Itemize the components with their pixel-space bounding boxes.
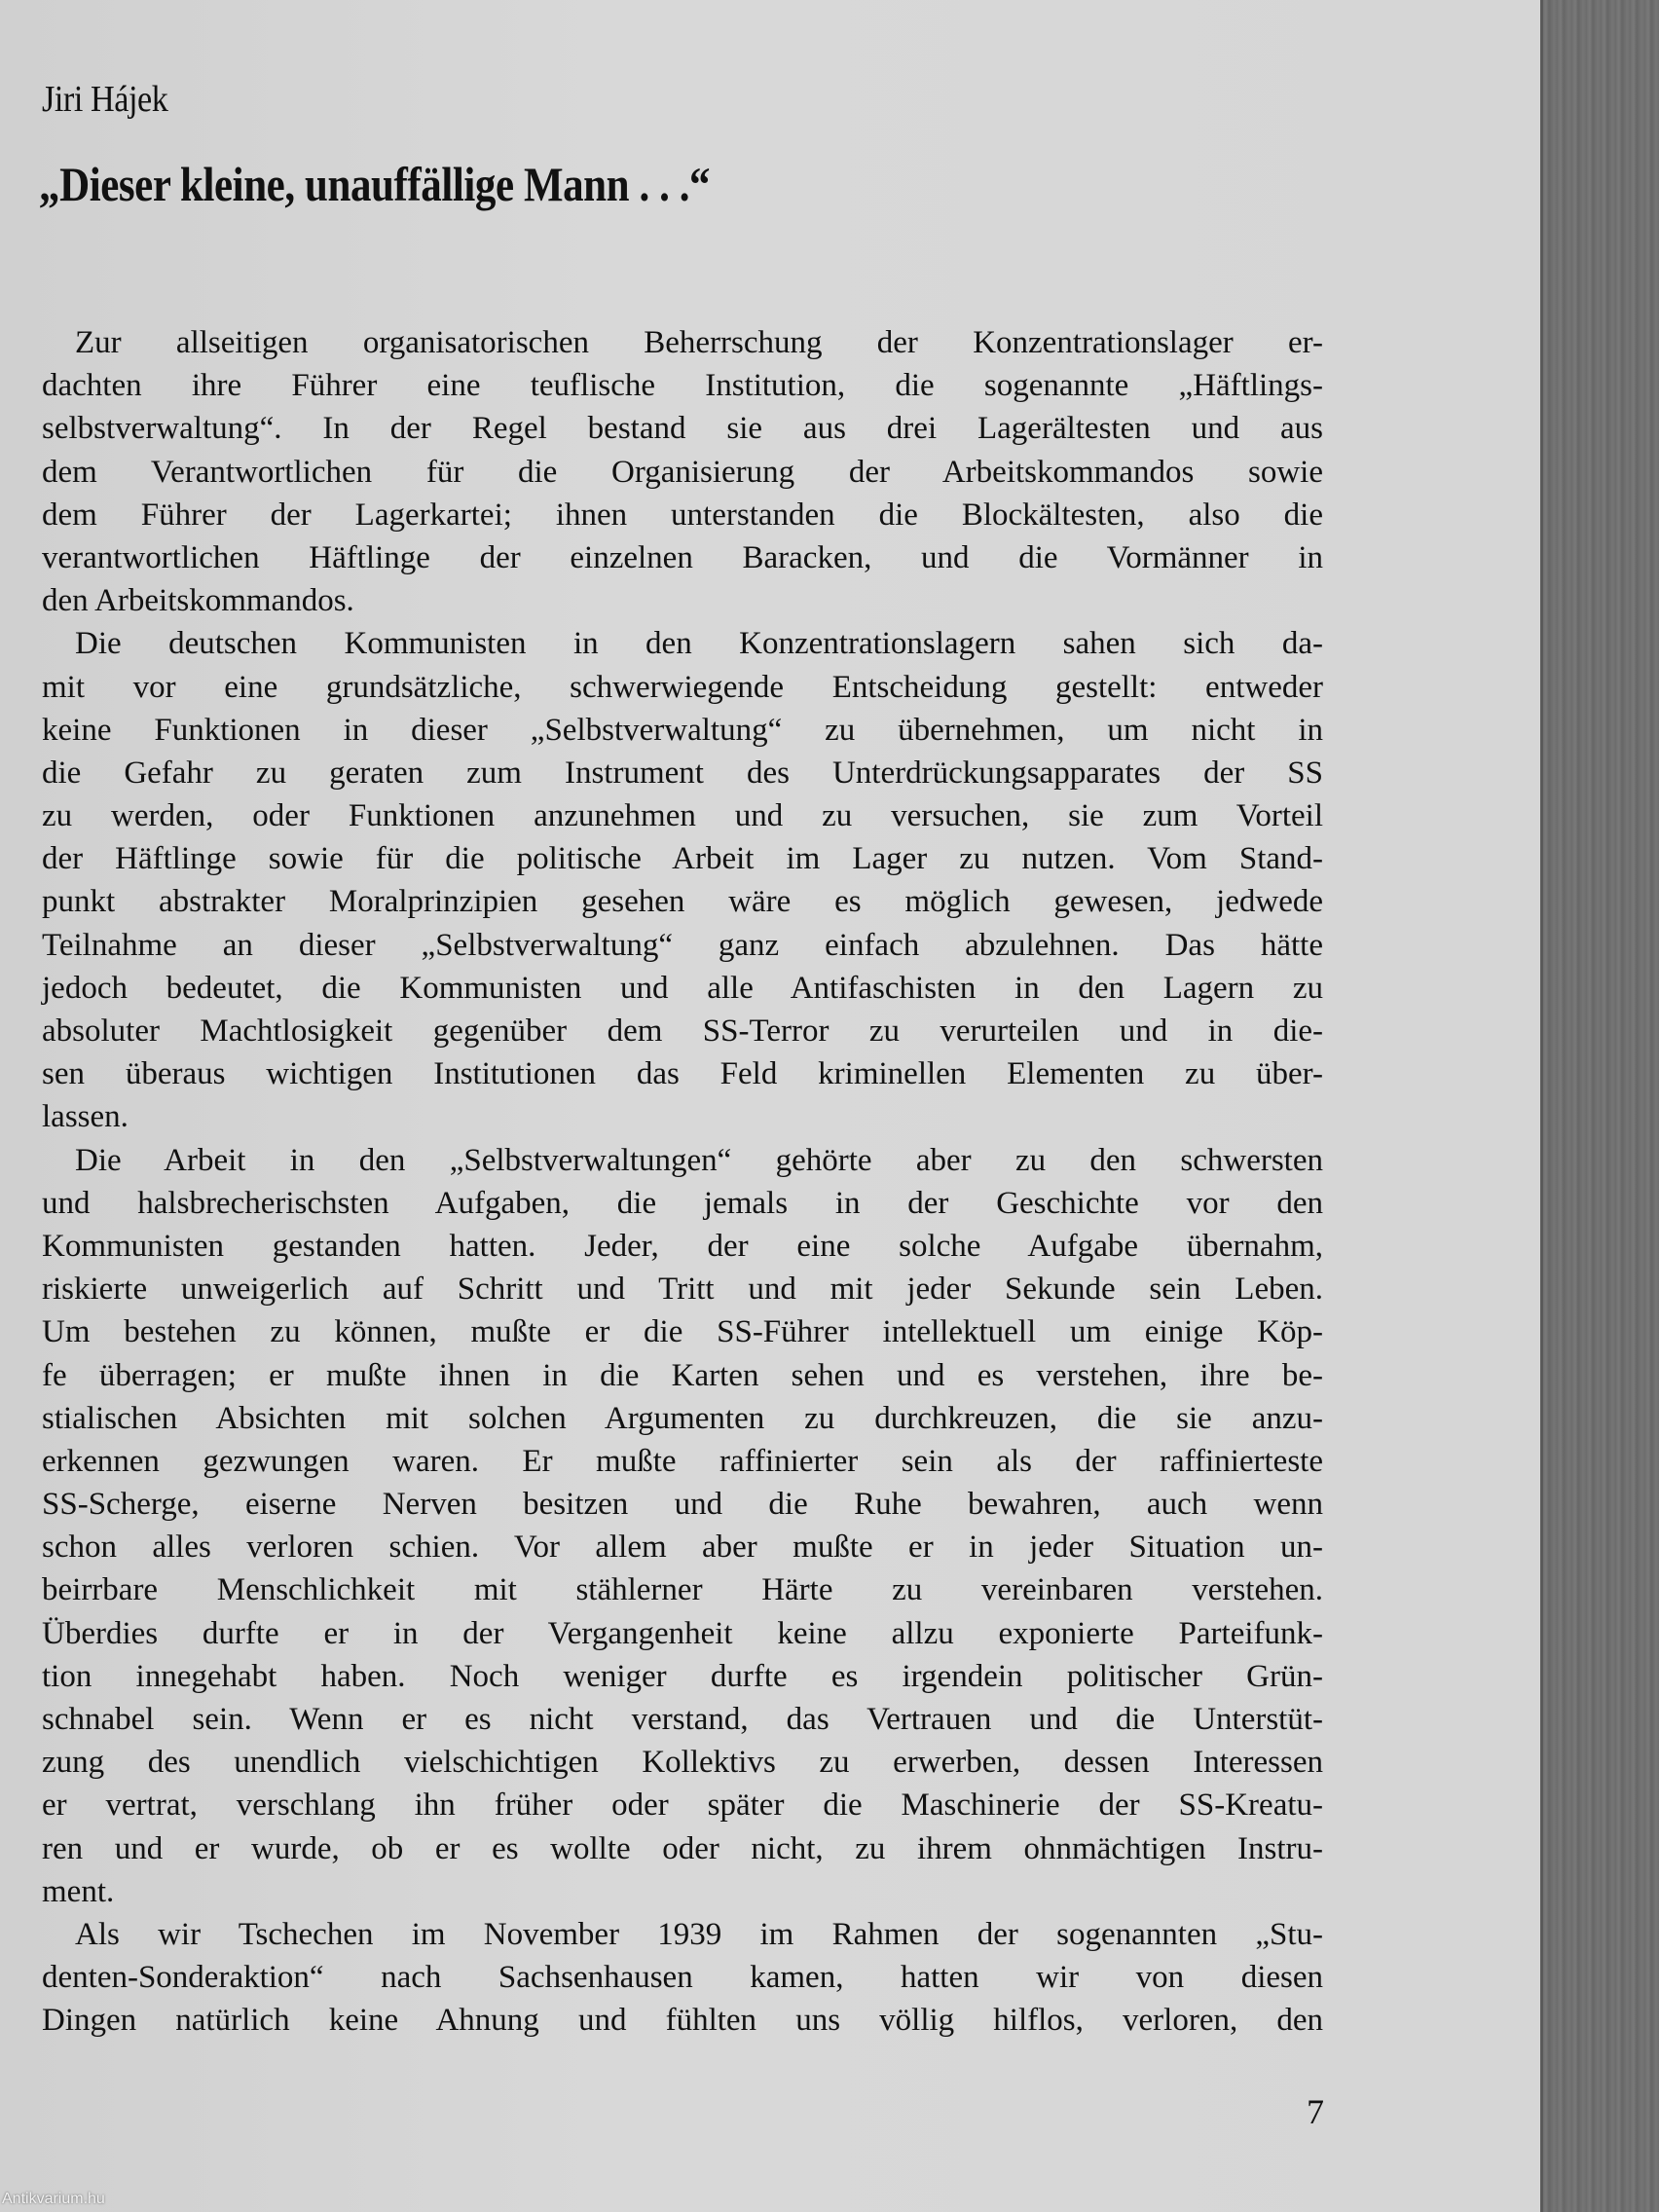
author-name: Jiri Hájek	[42, 79, 168, 120]
text-line: Teilnahme an dieser „Selbstverwaltung“ ganz einfach abzulehnen. Das hätte	[42, 927, 1323, 963]
text-line: absoluter Machtlosigkeit gegenüber dem SS-Terror zu verurteilen und in die-	[42, 1014, 1323, 1049]
text-line: ment.	[42, 1873, 115, 1909]
text-line: die Gefahr zu geraten zum Instrument des Unterdrückungsapparates der SS	[42, 755, 1323, 791]
text-line: punkt abstrakter Moralprinzipien gesehen wäre es möglich gewesen, jedwede	[42, 884, 1323, 920]
body-text	[42, 321, 1323, 2043]
text-line: ren und er wurde, ob er es wollte oder nicht, zu ihrem ohnmächtigen Instru-	[42, 1830, 1323, 1866]
text-line: stialischen Absichten mit solchen Argumenten zu durchkreuzen, die sie anzu-	[42, 1400, 1323, 1436]
text-line: den Arbeitskommandos.	[42, 583, 354, 619]
text-line: mit vor eine grundsätzliche, schwerwiegende Entscheidung gestellt: entweder	[42, 669, 1323, 705]
text-line: zu werden, oder Funktionen anzunehmen und zu versuchen, sie zum Vorteil	[42, 798, 1323, 834]
text-line: schon alles verloren schien. Vor allem aber mußte er in jeder Situation un-	[42, 1530, 1323, 1566]
text-line: Dingen natürlich keine Ahnung und fühlten uns völlig hilflos, verloren, den	[42, 2003, 1323, 2039]
text-line: er vertrat, verschlang ihn früher oder später die Maschinerie der SS-Kreatu-	[42, 1788, 1323, 1824]
text-line: Die Arbeit in den „Selbstverwaltungen“ gehörte aber zu den schwersten	[75, 1142, 1323, 1178]
text-line: lassen.	[42, 1099, 129, 1135]
text-line: beirrbare Menschlichkeit mit stählerner Härte zu vereinbaren verstehen.	[42, 1572, 1323, 1608]
text-line: denten-Sonderaktion“ nach Sachsenhausen kamen, hatten wir von diesen	[42, 1960, 1323, 1996]
text-line: fe überragen; er mußte ihnen in die Karten sehen und es verstehen, ihre be-	[42, 1357, 1323, 1393]
text-line: Die deutschen Kommunisten in den Konzentrationslagern sahen sich da-	[75, 626, 1323, 662]
text-line: keine Funktionen in dieser „Selbstverwaltung“ zu übernehmen, um nicht in	[42, 712, 1323, 748]
chapter-title: „Dieser kleine, unauffällige Mann . . .“	[39, 157, 711, 211]
text-line: SS-Scherge, eiserne Nerven besitzen und die Ruhe bewahren, auch wenn	[42, 1487, 1323, 1523]
text-line: riskierte unweigerlich auf Schritt und Tritt und mit jeder Sekunde sein Leben.	[42, 1272, 1323, 1308]
text-line: dem Verantwortlichen für die Organisierung der Arbeitskommandos sowie	[42, 454, 1323, 490]
text-line: der Häftlinge sowie für die politische Arbeit im Lager zu nutzen. Vom Stand-	[42, 841, 1323, 877]
text-line: Zur allseitigen organisatorischen Beherrschung der Konzentrationslager er-	[75, 325, 1323, 360]
page-number: 7	[1307, 2092, 1324, 2131]
paragraph	[42, 321, 1323, 622]
book-edge	[1540, 0, 1659, 2212]
text-line: erkennen gezwungen waren. Er mußte raffinierter sein als der raffinierteste	[42, 1443, 1323, 1479]
text-line: und halsbrecherischsten Aufgaben, die jemals in der Geschichte vor den	[42, 1185, 1323, 1221]
text-line: Überdies durfte er in der Vergangenheit keine allzu exponierte Parteifunk-	[42, 1615, 1323, 1651]
paragraph	[42, 1913, 1323, 2043]
text-line: sen überaus wichtigen Institutionen das Feld kriminellen Elementen zu über-	[42, 1056, 1323, 1092]
paragraph	[42, 622, 1323, 1138]
text-line: zung des unendlich vielschichtigen Kollektivs zu erwerben, dessen Interessen	[42, 1745, 1323, 1781]
text-line: tion innegehabt haben. Noch weniger durfte es irgendein politischer Grün-	[42, 1658, 1323, 1694]
text-line: verantwortlichen Häftlinge der einzelnen Baracken, und die Vormänner in	[42, 539, 1323, 575]
text-line: dem Führer der Lagerkartei; ihnen unterstanden die Blockältesten, also die	[42, 497, 1323, 533]
text-line: Um bestehen zu können, mußte er die SS-Führer intellektuell um einige Köp-	[42, 1314, 1323, 1350]
text-line: selbstverwaltung“. In der Regel bestand sie aus drei Lagerältesten und aus	[42, 411, 1323, 447]
text-line: dachten ihre Führer eine teuflische Institution, die sogenannte „Häftlings-	[42, 368, 1323, 404]
text-line: Kommunisten gestanden hatten. Jeder, der eine solche Aufgabe übernahm,	[42, 1228, 1323, 1264]
watermark: Antikvarium.hu	[2, 2191, 105, 2207]
text-line: Als wir Tschechen im November 1939 im Rahmen der sogenannten „Stu-	[75, 1916, 1323, 1952]
paragraph	[42, 1139, 1323, 1913]
text-line: schnabel sein. Wenn er es nicht verstand, das Vertrauen und die Unterstüt-	[42, 1702, 1323, 1737]
text-line: jedoch bedeutet, die Kommunisten und alle Antifaschisten in den Lagern zu	[42, 970, 1323, 1006]
